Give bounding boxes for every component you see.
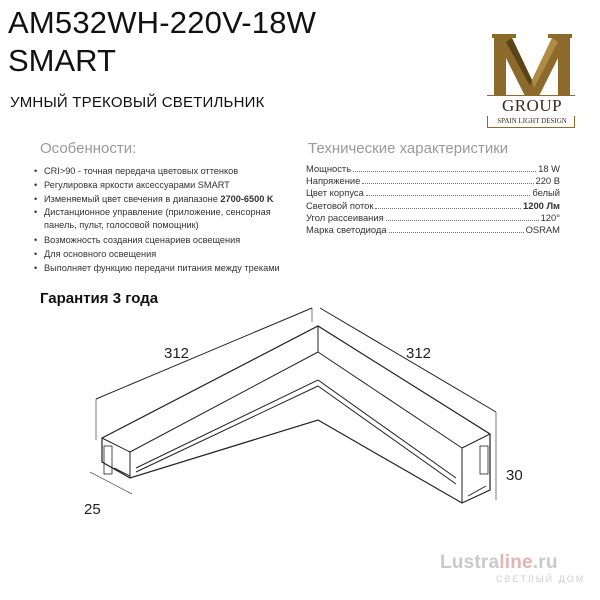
watermark-brand: Lustraline.ru	[440, 552, 558, 573]
specs-table	[306, 163, 560, 236]
dimension-drawing	[0, 300, 600, 530]
product-model: AM532WH-220V-18W	[8, 5, 317, 40]
spec-row: Световой поток 1200 Лм	[306, 199, 560, 211]
brand-logo-word: GROUP	[484, 96, 580, 116]
specs-heading: Технические характеристики	[308, 140, 509, 157]
dim-width: 25	[84, 501, 101, 518]
features-list	[34, 164, 304, 275]
feature-item: • Дистанционное управление (приложение, сенсорная панель, пульт, голосовой помощник)	[34, 206, 304, 231]
dim-left-length: 312	[164, 345, 190, 362]
feature-item: • Выполняет функцию передачи питания между треками	[34, 261, 304, 275]
dim-height: 30	[506, 467, 523, 484]
dim-right-length: 312	[406, 345, 432, 362]
features-heading: Особенности:	[40, 140, 137, 157]
warranty-label: Гарантия 3 года	[40, 290, 159, 307]
feature-item: • Возможность создания сценариев освещения	[34, 233, 304, 247]
product-series: SMART	[8, 43, 116, 78]
color-range: 2700-6500 K	[220, 194, 274, 204]
brand-logo-tagline: SPAIN LIGHT DESIGN	[497, 117, 567, 125]
feature-item: • Для основного освещения	[34, 247, 304, 261]
spec-row: Марка светодиода OSRAM	[306, 224, 560, 236]
feature-item: • Регулировка яркости аксессуарами SMART	[34, 178, 304, 192]
product-subtitle: УМНЫЙ ТРЕКОВЫЙ СВЕТИЛЬНИК	[10, 94, 265, 111]
spec-row: Угол рассеивания 120°	[306, 211, 560, 223]
feature-item: • CRI>90 - точная передача цветовых оттенков	[34, 164, 304, 178]
watermark-tagline: СВЕТЛЫЙ ДОМ	[496, 574, 586, 584]
spec-row: Напряжение 220 В	[306, 175, 560, 187]
spec-row: Цвет корпуса белый	[306, 187, 560, 199]
spec-row: Мощность 18 W	[306, 163, 560, 174]
feature-item: • Изменяемый цвет свечения в диапазоне 2700-6500 K	[34, 192, 304, 206]
